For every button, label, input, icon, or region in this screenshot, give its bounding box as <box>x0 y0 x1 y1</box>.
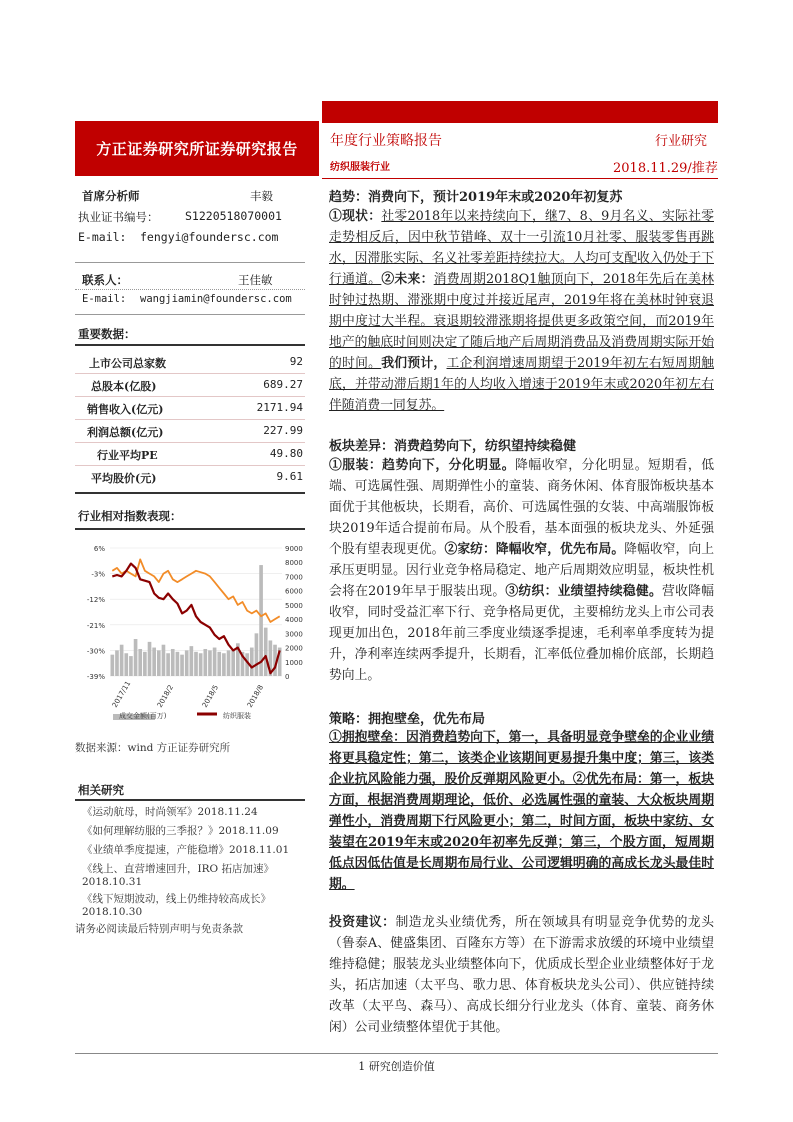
key-data-value: 2171.94 <box>256 401 303 414</box>
volume-bar <box>203 649 207 676</box>
investment-body: 制造龙头业绩优秀，所在领域具有明显竞争优势的龙头（鲁泰A、健盛集团、百隆东方等）在下游需求放缓的环境中业绩望维持稳健；服装龙头业绩整体向下，优质成长型企业业绩整体好于龙头，拓店加速（太平鸟、歌力思、体育板块龙头公司）、供应链持续改革（太平鸟、森马）、高成长细分行业龙头（体育、童装、商务休闲）公司业绩整体望优于其他。 <box>329 915 715 1035</box>
y-left-tick-label: -30% <box>86 647 105 656</box>
volume-bar <box>157 650 161 676</box>
contact-label: 联系人： <box>82 273 128 287</box>
sector-title: 板块差异：消费趋势向下，纺织望持续稳健 <box>329 439 577 454</box>
related-item[interactable]: 《线下短期波动，线上仍维持较高成长》 <box>82 893 271 905</box>
key-data-label: 上市公司总家数 <box>89 357 166 370</box>
key-data-row <box>75 373 305 397</box>
volume-bar <box>227 650 231 676</box>
report-category: 行业研究 <box>655 134 708 149</box>
volume-bar <box>120 645 124 676</box>
key-data-value: 689.27 <box>263 378 303 391</box>
contact-email[interactable]: wangjiamin@foundersc.com <box>140 293 292 305</box>
sector-p3-body: 营收降幅收窄，同时受益汇率下行、竞争格局更优，主要棉纺龙头上市公司表现更加出色，2018年前三季度业绩逐季提速，毛利率单季度转为提升，净利率连续两季提升，长期看，汇率低位叠加棉价底部，长期趋势向上。 <box>329 584 715 683</box>
trend-title: 趋势：消费向下，预计2019年末或2020年初复苏 <box>329 190 623 205</box>
trend-p2-head2: 我们预计， <box>381 356 447 371</box>
email-label: E-mail: <box>78 230 127 244</box>
chief-analyst-name: 丰毅 <box>250 189 273 203</box>
divider <box>75 492 305 494</box>
trend-p1-body: 社零2018年以来持续向下，继7、8、9月名义、实际社零走势相反后，因中秋节错峰、双十一引流10月社零、服装零售再跳水，因滞胀实际、名义社零差距持续拉大。人均可支配收入仍处于下行通道。 <box>329 209 714 287</box>
y-left-tick-label: 6% <box>93 545 105 553</box>
key-data-label: 平均股价(元) <box>91 472 157 485</box>
y-right-tick-label: 6000 <box>285 587 303 596</box>
x-tick-label: 2018/5 <box>200 683 221 709</box>
y-right-tick-label: 5000 <box>285 601 303 610</box>
key-data-row <box>75 419 305 443</box>
divider <box>75 344 305 346</box>
related-item[interactable]: 《线上、直营增速回升，IRO 拓店加速》 <box>82 863 274 875</box>
y-right-tick-label: 2000 <box>285 644 303 653</box>
volume-bar <box>250 648 254 676</box>
investment-head: 投资建议： <box>329 915 396 930</box>
key-data-title: 重要数据： <box>78 327 136 341</box>
volume-bar <box>162 645 166 676</box>
sector-p2-body: 降幅收窄，向上承压更明显。因行业竞争格局稳定、地产后周期效应明显，板块性机会将在2019年早于服装出现。 <box>329 542 715 599</box>
volume-bar <box>115 650 119 676</box>
firm-banner <box>75 121 319 176</box>
trend-paragraph <box>329 206 714 416</box>
date-rating: 2018.11.29/推荐 <box>613 161 718 176</box>
sector-p2-head: ②家纺：降幅收窄，优先布局。 <box>444 542 625 557</box>
y-right-tick-label: 7000 <box>285 573 303 582</box>
volume-bar <box>148 642 152 676</box>
strategy-body: ①拥抱壁垒：因消费趋势向下，第一，具备明显竞争壁垒的企业业绩将更具稳定性；第二，该类企业该期间更易提升集中度；第三，该类企业抗风险能力强，股价反弹期风险更小。②优先布局：第一，板块方面，根据消费周期理论，低价、必选属性强的童装、大众板块周期弹性小，消费周期下行风险更小；第二，时间方面，板块中家纺、女装望在2019年末或2020年初率先反弹；第三，个股方面，短周期低点因低估值是长周期布局行业、公司逻辑明确的高成长龙头最佳时期。 <box>329 730 714 892</box>
volume-bar <box>143 652 147 676</box>
y-left-tick-label: -12% <box>86 596 105 605</box>
divider <box>75 314 305 315</box>
key-data-value: 227.99 <box>263 424 303 437</box>
investment-paragraph <box>329 912 714 1038</box>
sector-p3-head: ③纺织：业绩望持续稳健。 <box>505 584 663 599</box>
page-footer: 1 研究创造价值 <box>358 1060 435 1073</box>
volume-bar <box>129 656 133 676</box>
volume-bar <box>194 652 198 676</box>
trend-p2-head: ②未来： <box>381 272 434 287</box>
y-left-tick-label: -3% <box>91 570 105 579</box>
x-ticks <box>111 680 265 709</box>
trend-p1-head: ①现状： <box>329 209 382 224</box>
y-right-tick-label: 8000 <box>285 559 303 568</box>
volume-bar <box>208 650 212 676</box>
related-item-date: 2018.10.30 <box>82 906 143 918</box>
volume-bar <box>171 649 175 676</box>
volume-bar <box>111 655 115 676</box>
related-item[interactable]: 《如何理解纺服的三季报？》2018.11.09 <box>82 825 279 837</box>
volume-bar <box>190 646 194 676</box>
volume-bar <box>264 628 268 676</box>
trend-p2-body2: 工企利润增速周期望于2019年初左右短周期触底，并带动滞后期1年的人均收入增速于2019年末或2020年初左右伴随消费一同复苏。 <box>329 356 714 413</box>
key-data-label: 利润总额(亿元) <box>87 426 164 439</box>
y-right-tick-label: 3000 <box>285 630 303 639</box>
volume-bar <box>124 653 128 676</box>
chart-section-title: 行业相对指数表现： <box>78 509 182 523</box>
divider <box>75 528 305 530</box>
legend-volume: 成交金额(百万) <box>119 712 167 720</box>
key-data-row <box>75 442 305 466</box>
sector-paragraph <box>329 455 714 686</box>
volume-bar <box>185 650 189 676</box>
related-title: 相关研究 <box>78 783 124 797</box>
cert-number: S1220518070001 <box>185 209 282 223</box>
key-data-label: 销售收入(亿元) <box>87 403 164 416</box>
sector-p1-head: ①服装：趋势向下，分化明显。 <box>329 458 516 473</box>
volume-bar <box>166 653 170 676</box>
legend-textile: 纺织服装 <box>223 712 251 720</box>
key-data-value: 9.61 <box>276 470 303 483</box>
disclaimer-note: 请务必阅读最后特别声明与免责条款 <box>75 923 243 935</box>
related-item-date: 2018.10.31 <box>82 876 143 888</box>
key-data-row <box>75 350 305 374</box>
y-right-tick-label: 9000 <box>285 545 303 553</box>
y-left-ticks <box>87 545 105 681</box>
header-divider <box>322 178 718 179</box>
industry-label: 纺织服装行业 <box>330 162 390 173</box>
divider <box>75 289 305 290</box>
divider <box>75 799 305 801</box>
key-data-value: 92 <box>289 355 303 368</box>
volume-bar <box>180 655 184 676</box>
header-red-bar <box>322 101 718 123</box>
analyst-email[interactable]: fengyi@foundersc.com <box>140 230 279 244</box>
volume-bar <box>231 649 235 676</box>
chief-analyst-label: 首席分析师 <box>82 189 140 203</box>
volume-bar <box>213 648 217 676</box>
volume-bar <box>176 652 180 676</box>
x-tick-label: 2017/11 <box>110 679 133 709</box>
sector-p1-body: 降幅收窄，分化明显。短期看，低端、可选属性强、周期弹性小的童装、商务休闲、体育服饰板块基本面优于其他板块，长期看，高价、可选属性强的女装、中高端服饰板块2019年适合提前布局。从个股看，基本面强的板块龙头、外延强个股有望表现更优。 <box>329 458 715 557</box>
firm-title: 方正证券研究所证券研究报告 <box>96 140 298 158</box>
contact-name: 王佳敏 <box>238 273 273 287</box>
x-tick-label: 2018/2 <box>155 683 176 709</box>
y-left-tick-label: -21% <box>86 621 105 630</box>
key-data-label: 总股本(亿股) <box>91 380 157 393</box>
strategy-paragraph <box>329 727 714 895</box>
volume-bar <box>255 633 259 676</box>
volume-bar <box>134 639 138 676</box>
volume-bar <box>138 649 142 676</box>
key-data-label: 行业平均PE <box>97 449 158 462</box>
y-right-tick-label: 0 <box>285 673 290 681</box>
footer-divider <box>75 1053 718 1054</box>
y-right-tick-label: 4000 <box>285 616 303 625</box>
key-data-value: 49.80 <box>269 447 303 460</box>
volume-bar <box>152 648 156 676</box>
industry-relative-index-chart <box>75 538 307 728</box>
volume-bar <box>199 653 203 676</box>
x-tick-label: 2018/8 <box>245 683 266 709</box>
y-right-tick-label: 1000 <box>285 658 303 667</box>
volume-bar <box>222 653 226 676</box>
cert-label: 执业证书编号： <box>78 210 159 224</box>
divider <box>75 262 305 263</box>
related-item[interactable]: 《业绩单季度提速，产能稳增》2018.11.01 <box>82 844 290 856</box>
report-type: 年度行业策略报告 <box>330 133 442 149</box>
y-left-tick-label: -39% <box>86 673 105 681</box>
key-data-row <box>75 396 305 420</box>
strategy-title: 策略：拥抱壁垒，优先布局 <box>329 712 486 727</box>
chart-source: 数据来源：wind 方正证券研究所 <box>75 742 231 754</box>
related-item[interactable]: 《运动航母，时尚领军》2018.11.24 <box>82 806 258 818</box>
key-data-row <box>75 465 305 488</box>
volume-bar <box>217 652 221 676</box>
trend-p2-body: 消费周期2018Q1触顶向下，2018年先后在美林时钟过热期、滞涨期中度过并接近尾声，2019年将在美林时钟衰退期中度过大半程。衰退期较滞涨期将提供更多政策空间，而2019年地产的触底时间则决定了随后地产后周期消费品及消费周期实际开始的时间。 <box>329 272 715 371</box>
y-right-ticks <box>285 545 303 681</box>
contact-email-label: E-mail: <box>82 293 127 305</box>
